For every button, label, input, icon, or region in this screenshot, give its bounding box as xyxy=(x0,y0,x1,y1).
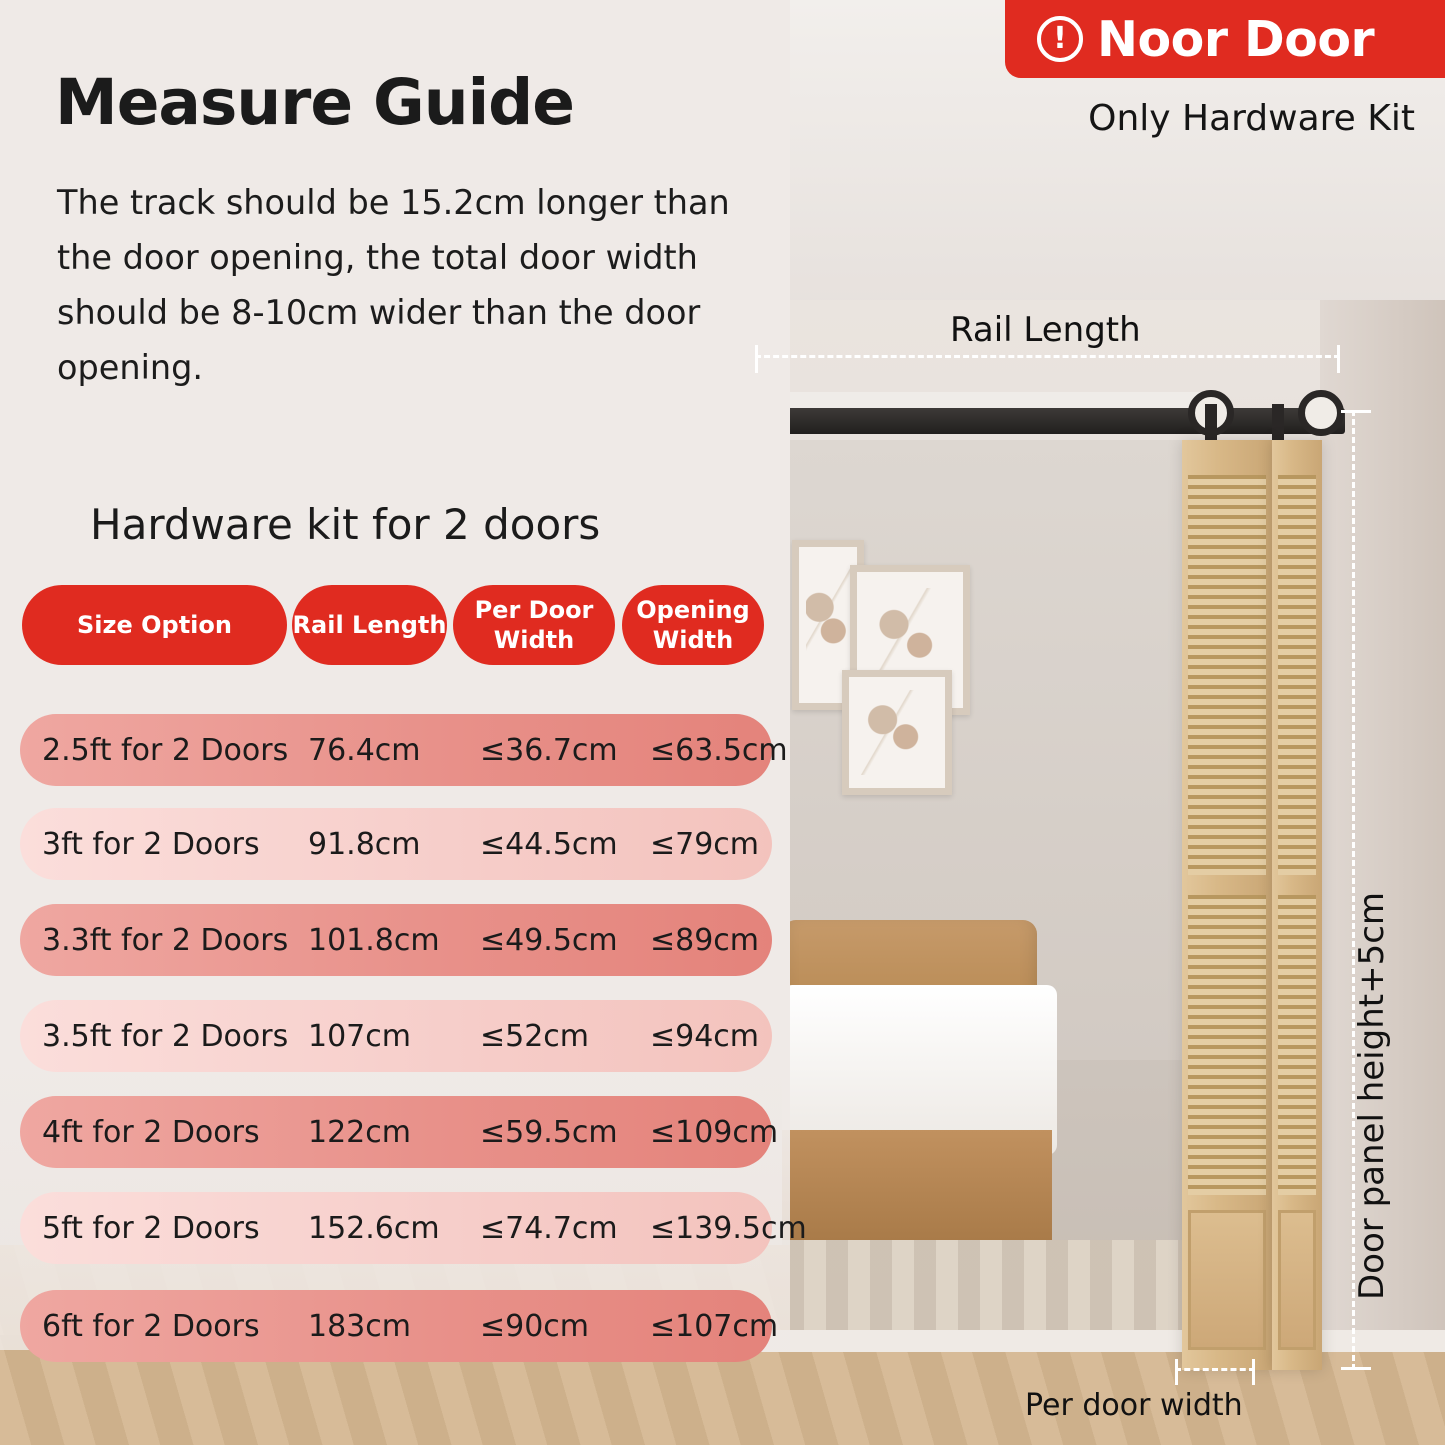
louver-slats xyxy=(1278,475,1316,875)
cell-rail-length: 107cm xyxy=(308,1018,411,1054)
column-header-per-door-width: Per Door Width xyxy=(453,585,615,665)
annotation-door-height xyxy=(1352,0,1392,1300)
cell-rail-length: 152.6cm xyxy=(308,1210,440,1246)
artwork xyxy=(861,690,934,774)
cell-opening-width: ≤109cm xyxy=(650,1114,779,1150)
annotation-per-door-width: Per door width xyxy=(1025,1388,1243,1423)
louver-slats xyxy=(1278,895,1316,1195)
cell-per-door-width: ≤36.7cm xyxy=(480,732,618,768)
intro-paragraph: The track should be 15.2cm longer than the door opening, the total door width should be 8-10cm wider than the door opening. xyxy=(57,183,730,387)
cell-opening-width: ≤89cm xyxy=(650,922,760,958)
cell-size-option: 3.3ft for 2 Doors xyxy=(42,922,289,958)
louvered-door-panel-2 xyxy=(1272,440,1322,1370)
brand-name: Noor Door xyxy=(1097,10,1375,68)
table-row xyxy=(20,808,772,880)
dimension-line-per-door-width xyxy=(1175,1368,1255,1371)
annotation-door-height-text: Door panel height+5cm xyxy=(1352,891,1392,1300)
cell-opening-width: ≤63.5cm xyxy=(650,732,788,768)
cell-per-door-width: ≤90cm xyxy=(480,1308,590,1344)
table-row xyxy=(20,1096,779,1168)
cell-opening-width: ≤107cm xyxy=(650,1308,779,1344)
cell-size-option: 3.5ft for 2 Doors xyxy=(42,1018,289,1054)
cell-opening-width: ≤94cm xyxy=(650,1018,760,1054)
cell-rail-length: 91.8cm xyxy=(308,826,421,862)
cell-size-option: 2.5ft for 2 Doors xyxy=(42,732,289,768)
dimension-line-rail-length xyxy=(755,355,1340,358)
cell-per-door-width: ≤52cm xyxy=(480,1018,590,1054)
cell-opening-width: ≤139.5cm xyxy=(650,1210,807,1246)
table-row xyxy=(20,1192,807,1264)
cell-rail-length: 101.8cm xyxy=(308,922,440,958)
wall-art-frame xyxy=(842,670,952,795)
table-row xyxy=(20,904,772,976)
door-bottom-panel xyxy=(1188,1210,1266,1350)
cell-size-option: 5ft for 2 Doors xyxy=(42,1210,260,1246)
door-bottom-panel xyxy=(1278,1210,1316,1350)
cell-opening-width: ≤79cm xyxy=(650,826,760,862)
cell-size-option: 4ft for 2 Doors xyxy=(42,1114,260,1150)
cell-rail-length: 76.4cm xyxy=(308,732,421,768)
roller-wheel-icon xyxy=(1298,390,1344,436)
table-row xyxy=(20,1000,772,1072)
cell-per-door-width: ≤74.7cm xyxy=(480,1210,618,1246)
artwork xyxy=(806,566,850,685)
baseboard xyxy=(700,1330,1445,1352)
annotation-rail-length: Rail Length xyxy=(950,310,1141,350)
louver-slats xyxy=(1188,475,1266,875)
brand-subtitle: Only Hardware Kit xyxy=(1088,98,1415,139)
sliding-door-rail xyxy=(765,408,1345,434)
cell-per-door-width: ≤59.5cm xyxy=(480,1114,618,1150)
column-header-rail-length: Rail Length xyxy=(292,585,447,665)
bed-frame xyxy=(782,1130,1052,1240)
table-row xyxy=(20,1290,779,1362)
cell-size-option: 3ft for 2 Doors xyxy=(42,826,260,862)
cell-rail-length: 122cm xyxy=(308,1114,411,1150)
cell-rail-length: 183cm xyxy=(308,1308,411,1344)
cell-size-option: 6ft for 2 Doors xyxy=(42,1308,260,1344)
cell-per-door-width: ≤49.5cm xyxy=(480,922,618,958)
column-header-opening-width: Opening Width xyxy=(622,585,764,665)
louvered-door-panel-1 xyxy=(1182,440,1272,1370)
table-row xyxy=(20,714,788,786)
table-title: Hardware kit for 2 doors xyxy=(90,500,601,549)
page-title: Measure Guide xyxy=(55,66,574,139)
column-header-size-option: Size Option xyxy=(22,585,287,665)
floor-rug xyxy=(782,1240,1212,1335)
cell-per-door-width: ≤44.5cm xyxy=(480,826,618,862)
louver-slats xyxy=(1188,895,1266,1195)
exclamation-circle-icon: ! xyxy=(1037,16,1083,62)
